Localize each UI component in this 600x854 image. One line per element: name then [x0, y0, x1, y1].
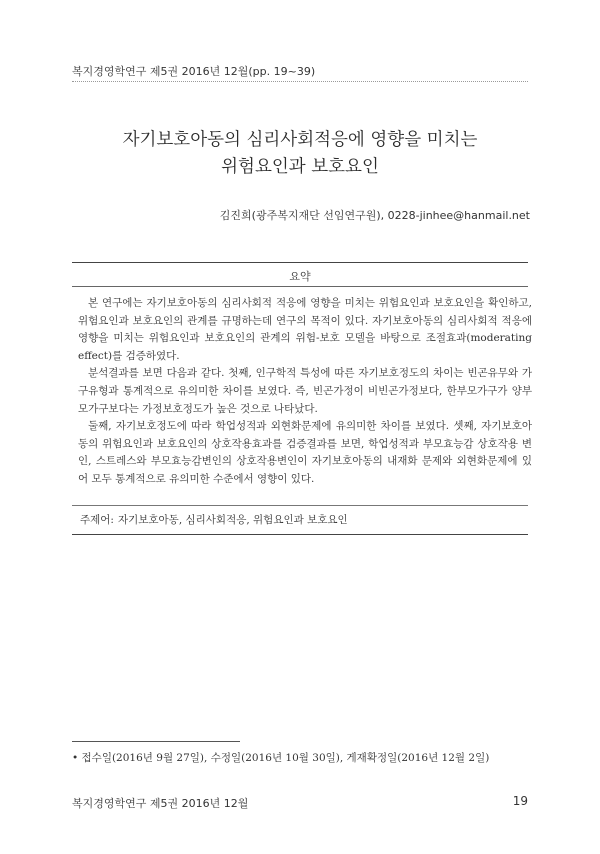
footnote: • 접수일(2016년 9월 27일), 수정일(2016년 10월 30일), 게재확정일(2016년 12월 2일): [72, 752, 490, 764]
title-line-2: 위험요인과 보호요인: [221, 157, 379, 177]
abstract-heading-divider: [72, 286, 528, 287]
footnote-divider: [72, 741, 240, 742]
abstract-heading: 요약: [289, 270, 311, 283]
abstract-body: [78, 295, 532, 489]
title-line-1: 자기보호아동의 심리사회적응에 영향을 미치는: [122, 130, 478, 150]
abstract-paragraph-3: 둘째, 자기보호정도에 따라 학업성적과 외현화문제에 유의미한 차이를 보였다. 셋째, 자기보호아동의 위험요인과 보호요인의 상호작용효과를 검증결과를 보면, 학업성적과 부모효능감 상호작용 변인, 스트레스와 부모효능감변인의 상호작용변인이 자기보호아동의 내재화 문제와 외현화문제에 있어 모두 통계적으로 유의미한 수준에서 영향이 있다.: [78, 420, 532, 485]
keywords-top-divider: [72, 505, 528, 506]
keywords-text: 자기보호아동, 심리사회적응, 위험요인과 보호요인: [117, 514, 348, 526]
keywords-bottom-divider: [72, 534, 528, 535]
keywords: [80, 512, 348, 527]
running-head: 복지경영학연구 제5권 2016년 12월(pp. 19~39): [72, 65, 316, 78]
abstract-paragraph-2: 분석결과를 보면 다음과 같다. 첫째, 인구학적 특성에 따른 자기보호정도의 차이는 빈곤유무와 가구유형과 통계적으로 유의미한 차이를 보였다. 즉, 빈곤가정이 비빈곤가정보다, 한부모가구가 양부모가구보다는 가정보호정도가 높은 것으로 나타났다.: [78, 367, 532, 415]
abstract-top-divider: [72, 262, 528, 263]
abstract-paragraph-1: 본 연구에는 자기보호아동의 심리사회적 적응에 영향을 미치는 위험요인과 보호요인을 확인하고, 위험요인과 보호요인의 관계를 규명하는데 연구의 목적이 있다. 자기보호아동의 심리사회적 적응에 영향을 미치는 위험요인과 보호요인의 관계의 위험-보호 모델을 바탕으로 조절효과(moderating effect)를 검증하였다.: [78, 297, 532, 362]
page-number: 19: [512, 794, 528, 808]
author-line: 김진희(광주복지재단 선임연구원), 0228-jinhee@hanmail.net: [219, 209, 530, 222]
footer-journal: 복지경영학연구 제5권 2016년 12월: [72, 797, 249, 810]
header-divider: [72, 81, 528, 82]
keywords-label: 주제어:: [80, 514, 114, 526]
article-title: [60, 127, 540, 181]
